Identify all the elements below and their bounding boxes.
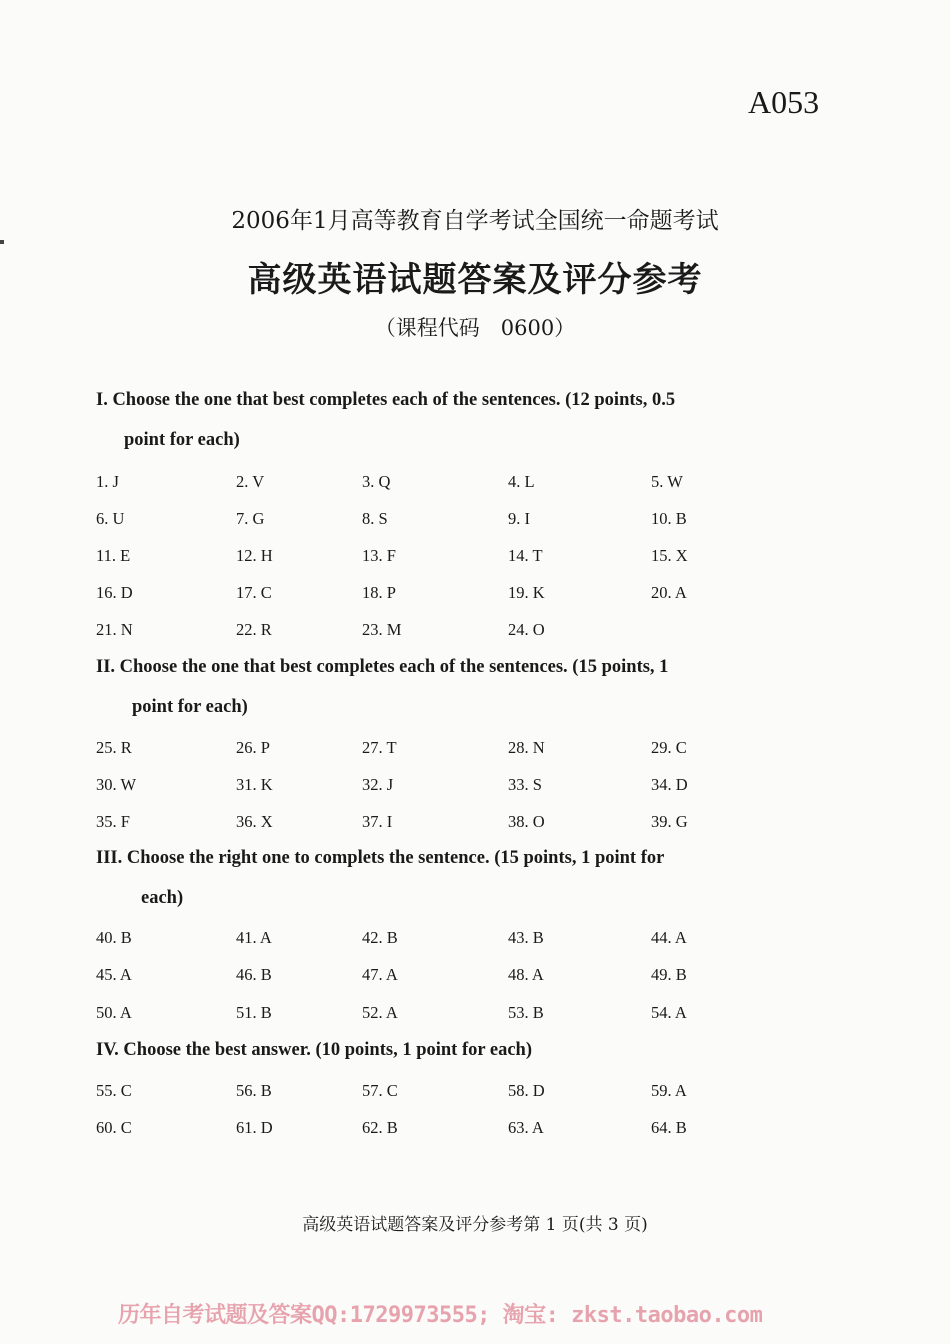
page-title: 高级英语试题答案及评分参考: [247, 260, 703, 300]
answer-item: 37. I: [362, 812, 393, 831]
answer-item: 13. F: [362, 546, 396, 565]
answer-item: 44. A: [651, 928, 687, 947]
section-1-heading: I. Choose the one that best completes each of the sentences. (12 points, 0.5: [96, 390, 676, 410]
answer-item: 20. A: [651, 583, 687, 602]
answer-item: 19. K: [508, 583, 545, 602]
answer-item: 40. B: [96, 928, 132, 947]
answer-item: 60. C: [96, 1118, 132, 1137]
answer-item: 51. B: [236, 1003, 272, 1022]
answer-item: 23. M: [362, 620, 402, 639]
answer-item: 61. D: [236, 1118, 273, 1137]
answer-item: 24. O: [508, 620, 545, 639]
answer-item: 27. T: [362, 738, 397, 757]
answer-item: 21. N: [96, 620, 133, 639]
section-3-heading-cont: each): [141, 888, 184, 908]
scan-mark: [0, 240, 4, 244]
answer-item: 10. B: [651, 509, 687, 528]
answer-item: 22. R: [236, 620, 272, 639]
answer-item: 54. A: [651, 1003, 687, 1022]
section-1-heading-cont: point for each): [124, 430, 240, 450]
answer-item: 3. Q: [362, 472, 391, 491]
answer-item: 6. U: [96, 509, 125, 528]
answer-item: 35. F: [96, 812, 130, 831]
answer-item: 5. W: [651, 472, 683, 491]
answer-item: 4. L: [508, 472, 535, 491]
answer-item: 7. G: [236, 509, 265, 528]
answer-item: 11. E: [96, 546, 131, 565]
answer-item: 32. J: [362, 775, 394, 794]
answer-item: 17. C: [236, 583, 272, 602]
answer-item: 1. J: [96, 472, 119, 491]
answer-item: 2. V: [236, 472, 265, 491]
answer-item: 57. C: [362, 1081, 398, 1100]
answer-item: 50. A: [96, 1003, 132, 1022]
answer-item: 56. B: [236, 1081, 272, 1100]
answer-item: 48. A: [508, 965, 544, 984]
answer-item: 58. D: [508, 1081, 545, 1100]
answer-item: 47. A: [362, 965, 398, 984]
answer-item: 59. A: [651, 1081, 687, 1100]
answer-item: 49. B: [651, 965, 687, 984]
answer-item: 55. C: [96, 1081, 132, 1100]
watermark-banner: 历年自考试题及答案QQ:1729973555; 淘宝: zkst.taobao.com: [118, 1303, 763, 1328]
answer-item: 52. A: [362, 1003, 398, 1022]
answer-item: 41. A: [236, 928, 272, 947]
answer-item: 30. W: [96, 775, 137, 794]
answer-item: 28. N: [508, 738, 545, 757]
answer-item: 38. O: [508, 812, 545, 831]
answer-item: 36. X: [236, 812, 273, 831]
answer-item: 18. P: [362, 583, 396, 602]
answer-item: 15. X: [651, 546, 688, 565]
answer-item: 34. D: [651, 775, 688, 794]
section-2-heading-cont: point for each): [132, 697, 248, 717]
answer-item: 8. S: [362, 509, 388, 528]
answer-item: 16. D: [96, 583, 133, 602]
answer-item: 26. P: [236, 738, 270, 757]
answer-item: 12. H: [236, 546, 273, 565]
section-4-heading: IV. Choose the best answer. (10 points, 1 point for each): [96, 1040, 532, 1060]
answer-item: 42. B: [362, 928, 398, 947]
answer-item: 29. C: [651, 738, 687, 757]
answer-item: 62. B: [362, 1118, 398, 1137]
answer-item: 25. R: [96, 738, 132, 757]
answer-item: 53. B: [508, 1003, 544, 1022]
page-footer: 高级英语试题答案及评分参考第 1 页(共 3 页): [302, 1215, 648, 1235]
document-code: A053: [748, 84, 820, 120]
course-code: （课程代码 0600）: [374, 316, 576, 340]
answer-item: 63. A: [508, 1118, 544, 1137]
answer-item: 9. I: [508, 509, 530, 528]
answer-item: 33. S: [508, 775, 542, 794]
answer-item: 39. G: [651, 812, 688, 831]
answer-item: 45. A: [96, 965, 132, 984]
answer-item: 31. K: [236, 775, 273, 794]
answer-item: 14. T: [508, 546, 543, 565]
section-3-heading: III. Choose the right one to complets the sentence. (15 points, 1 point for: [96, 848, 665, 868]
section-2-heading: II. Choose the one that best completes each of the sentences. (15 points, 1: [96, 657, 669, 677]
answer-item: 64. B: [651, 1118, 687, 1137]
answer-item: 43. B: [508, 928, 544, 947]
answer-item: 46. B: [236, 965, 272, 984]
exam-heading: 2006年1月高等教育自学考试全国统一命题考试: [231, 208, 719, 234]
